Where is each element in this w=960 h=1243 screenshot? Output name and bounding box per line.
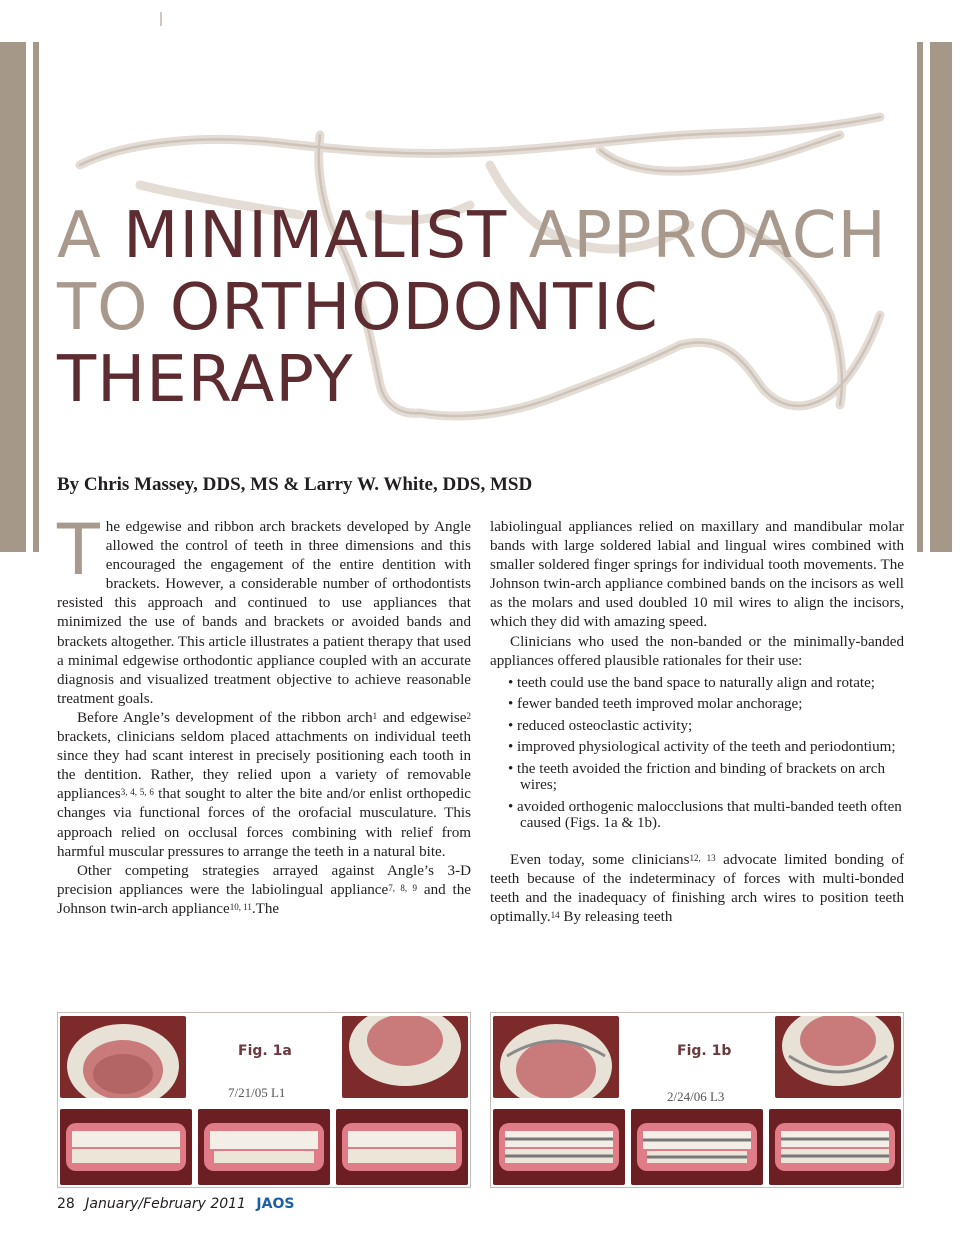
text-run: that sought to alter the bite and/or enlist orthopedic changes via functional forces of the orofacial musculature. This approach relied on occlusal forces combining with relief from harmful muscular pressures to arrange the teeth in a natural bite. [57,786,471,860]
figure-1a-date: 7/21/05 L1 [228,1085,286,1100]
text-run: Before Angle’s development of the ribbon arch [77,709,373,726]
text-run: and edgewise [377,709,467,726]
citation-sup: 1 [372,710,378,721]
citation-sup: 3, 4, 5, 6 [120,787,154,798]
frontal-occlusion-photo [198,1109,330,1185]
citation-sup: 2 [466,710,471,721]
rationale-list [508,675,904,832]
right-occlusion-photo [60,1109,192,1185]
drop-cap: T [57,509,100,591]
text-run: and the Johnson twin-arch appliance [57,881,471,917]
title-word-minimalist: MINIMALIST [123,199,508,273]
left-sidebar-stripe [33,42,39,552]
right-occlusion-braces-photo [493,1109,625,1185]
right-sidebar-bar [930,42,952,552]
paragraph-even-today [490,851,904,927]
text-column-left [57,509,471,919]
figure-1a-label: Fig. 1a [238,1043,292,1059]
lower-arch-braces-photo [775,1016,901,1098]
figure-1b [490,1012,904,1188]
text-run: Other competing strategies arrayed against Angle’s 3-D precision appliances were the labiolingual appliance [57,862,471,898]
paragraph-labiolingual: labiolingual appliances relied on maxillary and mandibular molar bands with large soldered labial and lingual wires combined with smaller soldered finger springs for individual tooth movements. The Johnson twin-arch appliance combined bands on the incisors as well as the molars and used doubled 10 mil wires to align the incisors, which they did with amazing speed. [490,519,904,631]
text-run: Even today, some clinicians [510,851,690,868]
figure-1b-date: 2/24/06 L3 [667,1089,725,1104]
intro-text: he edgewise and ribbon arch brackets developed by Angle allowed the control of teeth in three dimensions and this encouraged the engagement of the entire dentition with brackets. However, a considerable number of orthodontists resisted this approach and continued to use appliances that minimized the use of bands and brackets or avoided bands and brackets altogether. This article illustrates a patient therapy that used a minimal edgewise orthodontic appliance coupled with an accurate diagnosis and visualized treatment objective to achieve reasonable treatment goals. [57,519,471,707]
list-item: • reduced osteoclastic activity; [508,717,693,734]
figure-1a [57,1012,471,1188]
left-occlusion-photo [336,1109,468,1185]
issue-date: January/February 2011 [85,1196,246,1212]
left-occlusion-braces-photo [769,1109,901,1185]
text-column-right [490,518,904,927]
figure-1b-label: Fig. 1b [677,1043,732,1059]
page-number: 28 [57,1196,75,1212]
citation-sup: 12, 13 [689,852,716,863]
text-run: By releasing teeth [559,909,673,926]
upper-arch-braces-photo [493,1016,619,1098]
title-word-to: TO [57,271,149,345]
list-item: • avoided orthogenic malocclusions that multi-banded teeth often caused (Figs. 1a & 1b). [508,798,902,832]
left-sidebar-bar [0,42,26,552]
upper-arch-photo [60,1016,186,1098]
list-item: • teeth could use the band space to naturally align and rotate; [508,674,875,691]
paragraph-clinicians: Clinicians who used the non-banded or the minimally-banded appliances offered plausible rationales for their use: [490,633,904,669]
lower-arch-photo [342,1016,468,1098]
citation-sup: 7, 8, 9 [388,882,417,893]
citation-sup: 14 [550,910,560,921]
paragraph-before-angle [57,709,471,862]
scan-mark [160,12,162,26]
text-run: .The [251,900,280,917]
text-run: brackets, clinicians seldom placed attachments on individual teeth since they had scant interest in precisely positioning each tooth in the dentition. Rather, they relied upon a variety of removable appliances [57,729,471,803]
title-orthodontic-therapy: ORTHODONTIC THERAPY [57,271,659,417]
page-footer [57,1196,294,1212]
frontal-occlusion-braces-photo [631,1109,763,1185]
author-byline: By Chris Massey, DDS, MS & Larry W. White, DDS, MSD [57,474,533,495]
journal-name: JAOS [256,1196,295,1212]
paragraph-competing-strategies [57,862,471,919]
paragraph-intro [57,509,471,709]
citation-sup: 10, 11 [229,901,252,912]
list-item: • fewer banded teeth improved molar anchorage; [508,696,803,713]
text-run: advocate limited bonding of teeth because of the indeterminacy of forces with multi-bonded teeth and the inadequacy of finishing arch wires to position teeth optimally. [490,851,904,926]
list-item: • the teeth avoided the friction and binding of brackets on arch wires; [508,760,886,794]
article-title [57,200,927,416]
list-item: • improved physiological activity of the teeth and periodontium; [508,739,896,756]
title-word-a: A [57,199,102,273]
title-word-approach: APPROACH [528,199,887,273]
